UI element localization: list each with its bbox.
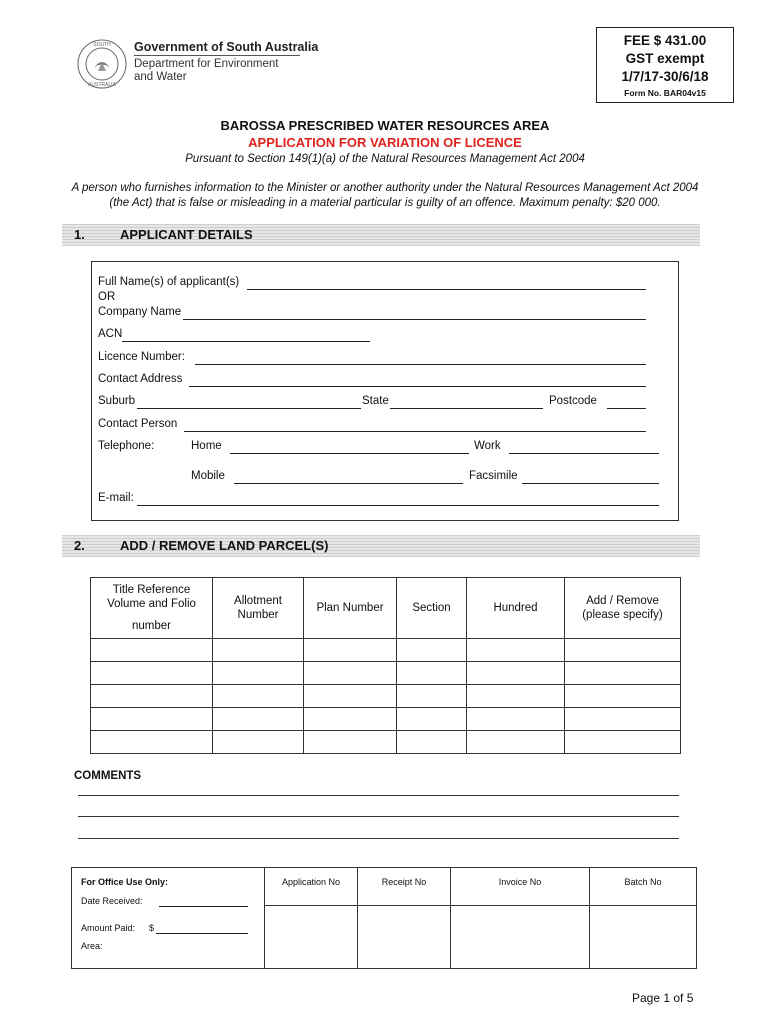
table-cell[interactable]: [304, 708, 397, 731]
comments-line-2[interactable]: [78, 816, 679, 817]
department-line-2: and Water: [134, 71, 187, 83]
application-no-cell[interactable]: [265, 906, 358, 969]
licence-number-label: Licence Number:: [98, 351, 185, 363]
postcode-field[interactable]: [607, 407, 646, 409]
page-number: Page 1 of 5: [632, 991, 694, 1005]
invoice-no-header: Invoice No: [451, 868, 590, 906]
table-cell[interactable]: [91, 662, 213, 685]
facsimile-label: Facsimile: [469, 470, 518, 482]
col-add-remove-line-2: (please specify): [582, 609, 663, 621]
office-use-header-row: [72, 868, 697, 906]
table-cell[interactable]: [213, 731, 304, 754]
col-title-reference-line-3: number: [132, 620, 171, 632]
svg-text:AUSTRALIA: AUSTRALIA: [88, 82, 116, 88]
table-cell[interactable]: [397, 685, 467, 708]
svg-text:SOUTH: SOUTH: [93, 42, 111, 48]
table-cell[interactable]: [397, 639, 467, 662]
comments-line-3[interactable]: [78, 838, 679, 839]
fee-amount: FEE $ 431.00: [623, 33, 707, 48]
table-cell[interactable]: [467, 708, 565, 731]
table-cell[interactable]: [565, 685, 681, 708]
table-cell[interactable]: [565, 708, 681, 731]
amount-paid-field[interactable]: [156, 932, 248, 934]
application-title: APPLICATION FOR VARIATION OF LICENCE: [248, 135, 522, 150]
date-received-label: Date Received:: [81, 896, 143, 906]
department-name: [134, 58, 304, 84]
batch-no-header: Batch No: [590, 868, 697, 906]
licence-number-field[interactable]: [195, 363, 646, 365]
section-2-number: 2.: [74, 538, 85, 553]
table-cell[interactable]: [467, 731, 565, 754]
home-phone-field[interactable]: [230, 452, 469, 454]
col-title-reference-line-2: Volume and Folio: [107, 598, 196, 610]
comments-line-1[interactable]: [78, 795, 679, 796]
col-title-reference: [91, 578, 213, 639]
table-cell[interactable]: [91, 731, 213, 754]
table-cell[interactable]: [304, 685, 397, 708]
table-cell[interactable]: [467, 639, 565, 662]
col-hundred: Hundred: [467, 578, 565, 639]
pursuant-line: Pursuant to Section 149(1)(a) of the Natural Resources Management Act 2004: [185, 153, 585, 165]
land-parcel-header-row: [91, 578, 681, 639]
table-cell[interactable]: [91, 639, 213, 662]
acn-label: ACN: [98, 328, 123, 340]
government-name: Government of South Australia: [134, 40, 319, 54]
state-field[interactable]: [390, 407, 543, 409]
receipt-no-cell[interactable]: [358, 906, 451, 969]
table-cell[interactable]: [213, 639, 304, 662]
table-cell[interactable]: [565, 731, 681, 754]
suburb-label: Suburb: [98, 395, 136, 407]
col-add-remove: [565, 578, 681, 639]
col-allotment-line-2: Number: [237, 609, 279, 621]
table-cell[interactable]: [565, 639, 681, 662]
amount-paid-label: Amount Paid:: [81, 923, 136, 933]
table-cell[interactable]: [304, 662, 397, 685]
batch-no-cell[interactable]: [590, 906, 697, 969]
table-row: [91, 708, 681, 731]
home-phone-label: Home: [191, 440, 222, 452]
table-cell[interactable]: [213, 685, 304, 708]
table-cell[interactable]: [565, 662, 681, 685]
col-allotment-number: [213, 578, 304, 639]
comments-label: COMMENTS: [74, 770, 142, 782]
form-number: Form No. BAR04v15: [624, 88, 706, 98]
table-cell[interactable]: [467, 685, 565, 708]
company-name-label: Company Name: [98, 306, 182, 318]
application-no-header: Application No: [265, 868, 358, 906]
section-1-title: APPLICANT DETAILS: [120, 227, 253, 242]
table-cell[interactable]: [397, 731, 467, 754]
table-cell[interactable]: [467, 662, 565, 685]
section-2-header: [62, 535, 700, 557]
office-use-details: [72, 868, 265, 969]
or-label: OR: [98, 291, 116, 303]
facsimile-field[interactable]: [522, 482, 659, 484]
office-use-table: [71, 867, 697, 969]
department-line-1: Department for Environment: [134, 58, 279, 70]
table-cell[interactable]: [397, 662, 467, 685]
table-row: [91, 662, 681, 685]
full-name-label: Full Name(s) of applicant(s): [98, 276, 240, 288]
suburb-field[interactable]: [137, 407, 361, 409]
sa-government-seal-icon: [76, 38, 128, 90]
gst-status: GST exempt: [625, 51, 705, 66]
mobile-label: Mobile: [191, 470, 225, 482]
table-cell[interactable]: [304, 639, 397, 662]
col-title-reference-line-1: Title Reference: [112, 584, 191, 596]
email-field[interactable]: [137, 504, 659, 506]
telephone-label: Telephone:: [98, 440, 155, 452]
company-name-field[interactable]: [183, 318, 646, 320]
area-label: Area:: [81, 941, 103, 951]
table-cell[interactable]: [213, 708, 304, 731]
full-name-field[interactable]: [247, 288, 646, 290]
section-2-title: ADD / REMOVE LAND PARCEL(S): [120, 538, 329, 553]
col-add-remove-line-1: Add / Remove: [586, 595, 659, 607]
fee-period: 1/7/17-30/6/18: [621, 69, 709, 84]
table-cell[interactable]: [91, 685, 213, 708]
table-cell[interactable]: [397, 708, 467, 731]
amount-dollar-sign: $: [149, 923, 155, 933]
logo-divider: [134, 55, 300, 56]
receipt-no-header: Receipt No: [358, 868, 451, 906]
area-title: BAROSSA PRESCRIBED WATER RESOURCES AREA: [220, 118, 550, 133]
contact-person-label: Contact Person: [98, 418, 178, 430]
section-1-number: 1.: [74, 227, 85, 242]
state-label: State: [362, 395, 389, 407]
col-allotment-line-1: Allotment: [234, 595, 282, 607]
table-row: [91, 731, 681, 754]
contact-person-field[interactable]: [184, 430, 646, 432]
col-plan-number: Plan Number: [304, 578, 397, 639]
table-cell[interactable]: [213, 662, 304, 685]
office-use-title: For Office Use Only:: [81, 877, 169, 887]
contact-address-label: Contact Address: [98, 373, 183, 385]
work-phone-label: Work: [474, 440, 501, 452]
land-parcel-table: [90, 577, 681, 754]
penalty-warning: A person who furnishes information to the Minister or another authority under the Natural Resources Management Act 2004 (the Act) that is false or misleading in a material particular is guilty of an offence. Maximum penalty: $20 000.: [71, 182, 699, 209]
work-phone-field[interactable]: [509, 452, 659, 454]
invoice-no-cell[interactable]: [451, 906, 590, 969]
table-cell[interactable]: [91, 708, 213, 731]
email-label: E-mail:: [98, 492, 134, 504]
section-1-header: [62, 224, 700, 246]
table-cell[interactable]: [304, 731, 397, 754]
col-section: Section: [397, 578, 467, 639]
date-received-field[interactable]: [159, 905, 248, 907]
postcode-label: Postcode: [549, 395, 597, 407]
acn-field[interactable]: [122, 340, 370, 342]
table-row: [91, 685, 681, 708]
mobile-field[interactable]: [234, 482, 463, 484]
table-row: [91, 639, 681, 662]
contact-address-field[interactable]: [189, 385, 646, 387]
fee-box: [596, 27, 734, 103]
